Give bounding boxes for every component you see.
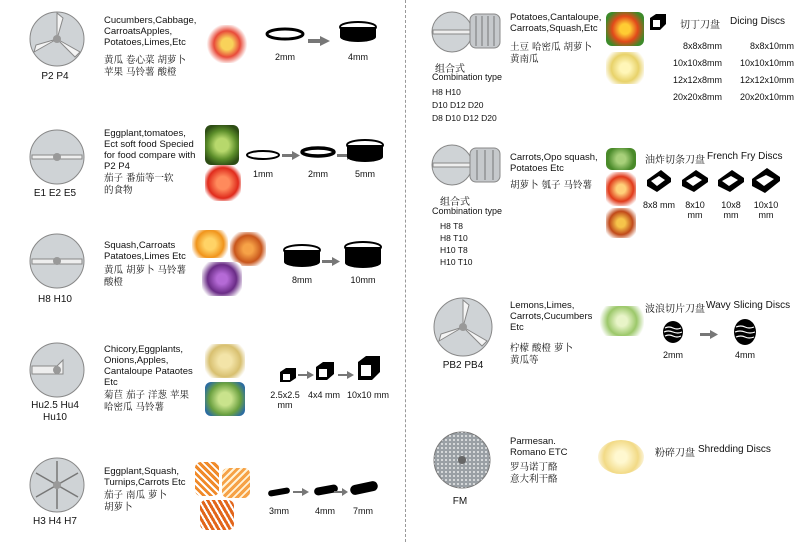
zh-e: 茄子 番茄等一软 的食物 — [104, 173, 174, 196]
wavy-4mm-icon — [733, 318, 757, 346]
wavy-disc-icon — [432, 296, 494, 358]
cube-10-icon — [356, 354, 382, 382]
wavy-size-2mm: 2mm — [663, 350, 683, 360]
desc-h3: Eggplant,Squash, Turnips,Carrots Etc — [104, 466, 186, 488]
julienne-disc-icon — [28, 456, 86, 514]
food-photo-tomato — [205, 165, 241, 201]
dicing-zh: 土豆 哈密瓜 胡萝卜 黄南瓜 — [510, 42, 593, 65]
strip-3mm-icon — [266, 485, 292, 499]
desc-e: Eggplant,tomatoes, Ect soft food Specied for food compare with P2 P4 — [104, 128, 196, 172]
models-h3: H3 H4 H7 — [33, 516, 77, 527]
slicing-disc-h-icon — [28, 232, 86, 290]
arrow-icon — [322, 257, 340, 266]
wavy-title-zh: 波浪切片刀盘 — [645, 304, 705, 315]
food-photo-p — [205, 25, 249, 63]
cube-2.5-icon — [278, 366, 298, 384]
arrow-icon — [334, 488, 348, 496]
food-photo-cubes — [205, 382, 245, 416]
dice-size: 20x20x10mm — [739, 92, 794, 102]
size-1mm: 1mm — [253, 169, 273, 179]
dicing-combo-en: Combination type — [432, 72, 503, 82]
size-10mm: 10mm — [350, 275, 376, 285]
fry-combo-en: Combination type — [432, 206, 503, 216]
size-5mm: 5mm — [355, 169, 375, 179]
shred-title-zh: 粉碎刀盘 — [655, 448, 695, 459]
dice-cube-icon — [648, 12, 668, 32]
wavy-size-4mm: 4mm — [735, 350, 755, 360]
dicing-sizes-a — [656, 38, 722, 106]
models-e: E1 E2 E5 — [33, 188, 77, 199]
shred-zh: 罗马诺丁酪 意大利干酪 — [510, 462, 558, 485]
dicing-combo-codes: H8 H10 D10 D12 D20 D8 D10 D12 D20 — [432, 87, 497, 123]
fry-size: 8x8 mm — [643, 200, 676, 210]
dice-size: 8x8x10mm — [749, 41, 794, 51]
food-photo-wavy — [600, 306, 644, 336]
slice-4mm-icon — [338, 20, 378, 46]
food-photo-onion — [205, 344, 245, 378]
food-photo-strips-a — [195, 462, 219, 496]
zh-h3: 茄子 南瓜 萝卜 胡萝卜 — [104, 490, 168, 513]
models-h: H8 H10 — [38, 294, 72, 305]
dice-size: 10x10x8mm — [672, 58, 722, 68]
fry-size: 10x10 mm — [753, 200, 779, 220]
zh-hu: 菊苣 茄子 洋葱 苹果 哈密瓜 马铃薯 — [104, 390, 190, 413]
dicing-title-en: Dicing Discs — [730, 16, 786, 27]
food-photo-lemon — [192, 230, 228, 258]
shred-title-en: Shredding Discs — [698, 444, 771, 455]
size-2mm: 2mm — [275, 52, 295, 62]
food-photo-cabbage — [202, 262, 242, 296]
dice-size: 10x10x10mm — [739, 58, 794, 68]
slice-10mm-icon — [343, 240, 383, 270]
size-8mm: 8mm — [292, 275, 312, 285]
arrow-icon — [338, 371, 354, 379]
slice-8mm-icon — [282, 243, 322, 269]
zh-h: 黄瓜 胡萝卜 马铃薯 酸橙 — [104, 265, 187, 288]
dice-size: 8x8x8mm — [682, 41, 722, 51]
combination-disc-dicing-icon — [430, 8, 502, 54]
slicing-disc-e-icon — [28, 128, 86, 186]
size-3mm: 3mm — [269, 506, 289, 516]
food-photo-cucumber — [205, 125, 239, 165]
arrow-icon — [282, 151, 300, 160]
models-fm: FM — [452, 496, 468, 507]
dicing-disc-hu-icon — [28, 341, 86, 399]
size-4x4: 4x4 mm — [307, 390, 340, 400]
fry-size: 10x8 mm — [721, 200, 741, 220]
dice-size: 20x20x8mm — [672, 92, 722, 102]
models-hu: Hu2.5 Hu4 Hu10 — [31, 400, 79, 423]
fry-title-en: French Fry Discs — [707, 151, 783, 162]
dicing-title-zh: 切丁刀盘 — [680, 20, 720, 31]
dicing-desc: Potatoes,Cantaloupe, Carroats,Squash,Etc — [510, 12, 602, 34]
cube-4-icon — [314, 360, 336, 382]
fry-stick-8x10-icon — [680, 168, 710, 196]
food-photo-dice-a — [606, 12, 644, 46]
center-divider — [405, 0, 406, 542]
food-photo-cheese — [598, 440, 644, 474]
food-photo-carrot — [230, 232, 266, 266]
size-2mm-e: 2mm — [308, 169, 328, 179]
dicing-sizes-b — [726, 38, 794, 106]
fry-size: 8x10 mm — [685, 200, 705, 220]
food-photo-fry-b — [606, 172, 636, 206]
fry-title-zh: 油炸切条刀盘 — [645, 155, 705, 166]
food-photo-strips-c — [200, 500, 234, 530]
zh-p: 黄瓜 卷心菜 胡萝卜 苹果 马铃薯 酸橙 — [104, 55, 187, 78]
wavy-zh: 柠檬 酸橙 萝卜 黄瓜等 — [510, 343, 574, 366]
arrow-icon — [308, 36, 330, 46]
slice-5mm-icon — [345, 138, 385, 164]
food-photo-fry-a — [606, 148, 636, 170]
size-4mm: 4mm — [348, 52, 368, 62]
wavy-2mm-icon — [662, 320, 684, 344]
fry-desc: Carrots,Opo squash, Potatoes Etc — [510, 152, 598, 174]
shredding-disc-icon — [432, 430, 492, 490]
size-10x10: 10x10 mm — [346, 390, 390, 400]
dice-size: 12x12x8mm — [672, 75, 722, 85]
wavy-desc: Lemons,Limes, Carrots,Cucumbers Etc — [510, 300, 593, 333]
slicing-disc-p-icon — [28, 10, 86, 68]
desc-hu: Chicory,Eggplants, Onions,Apples, Cantaloupe Pataotes Etc — [104, 344, 193, 388]
size-7mm: 7mm — [353, 506, 373, 516]
arrow-icon — [700, 330, 718, 339]
size-2.5: 2.5x2.5 mm — [270, 390, 300, 410]
combination-disc-fry-icon — [430, 140, 502, 190]
arrow-icon — [298, 371, 314, 379]
food-photo-fry-c — [606, 208, 636, 238]
fry-combo-zh: 组合式 — [440, 197, 470, 208]
fry-combo-codes: H8 T8 H8 T10 H10 T8 H10 T10 — [440, 221, 473, 267]
slice-2mm-icon — [300, 145, 336, 161]
fry-stick-8x8-icon — [645, 168, 673, 196]
dicing-combo-zh: 组合式 — [435, 64, 465, 75]
food-photo-strips-b — [222, 468, 250, 498]
slice-2mm-icon — [265, 25, 305, 43]
fry-zh: 胡萝卜 瓠子 马铃薯 — [510, 180, 593, 191]
desc-h: Squash,Carroats Patatoes,Limes Etc — [104, 240, 186, 262]
shred-desc: Parmesan. Romano ETC — [510, 436, 568, 458]
desc-p: Cucumbers,Cabbage, CarroatsApples, Potatoes,Limes,Etc — [104, 15, 197, 48]
arrow-icon — [293, 488, 309, 496]
size-4mm-h: 4mm — [315, 506, 335, 516]
models-p: P2 P4 — [41, 71, 69, 82]
strip-7mm-icon — [348, 478, 380, 500]
fry-stick-10x10-icon — [750, 166, 782, 196]
slice-1mm-icon — [245, 148, 281, 162]
wavy-title-en: Wavy Slicing Discs — [706, 300, 791, 311]
food-photo-dice-b — [606, 52, 644, 84]
fry-stick-10x8-icon — [716, 168, 746, 196]
dice-size: 12x12x10mm — [739, 75, 794, 85]
models-pb: PB2 PB4 — [442, 360, 484, 371]
